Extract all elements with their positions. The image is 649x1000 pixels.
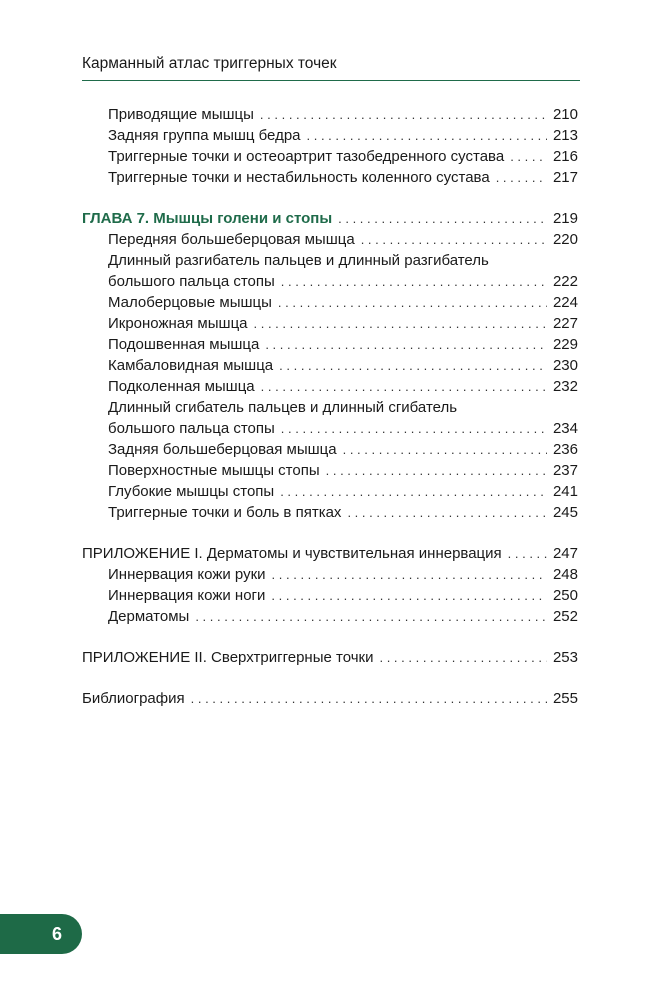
toc-entry-title: Задняя группа мышц бедра xyxy=(108,127,301,144)
toc-entry[interactable] xyxy=(82,229,578,250)
dot-leader xyxy=(271,585,547,606)
toc-entry-title: Подколенная мышца xyxy=(108,378,255,395)
toc-entry-title: Икроножная мышца xyxy=(108,315,248,332)
toc-entry-page: 236 xyxy=(552,441,578,458)
dot-leader xyxy=(326,460,547,481)
toc-entry[interactable] xyxy=(82,167,578,188)
toc-appendix-title: ПРИЛОЖЕНИЕ II. Сверхтриггерные точки xyxy=(82,649,374,666)
dot-leader xyxy=(338,208,547,229)
dot-leader xyxy=(508,543,547,564)
toc-entry[interactable] xyxy=(82,376,578,397)
page-number-tab xyxy=(0,914,82,954)
toc-entry-page: 216 xyxy=(552,148,578,165)
toc-entry[interactable] xyxy=(82,146,578,167)
dot-leader xyxy=(279,355,547,376)
toc-entry[interactable] xyxy=(82,460,578,481)
toc-appendix-title: ПРИЛОЖЕНИЕ I. Дерматомы и чувствительная иннервация xyxy=(82,545,502,562)
toc-entry-title: Задняя большеберцовая мышца xyxy=(108,441,337,458)
toc-entry-title: Малоберцовые мышцы xyxy=(108,294,272,311)
toc-entry[interactable] xyxy=(82,104,578,125)
toc-entry[interactable] xyxy=(82,334,578,355)
toc-entry[interactable] xyxy=(82,125,578,146)
toc-appendix-2[interactable] xyxy=(82,647,578,668)
toc-entry[interactable] xyxy=(82,502,578,523)
toc-entry[interactable] xyxy=(82,564,578,585)
toc-entry-title-cont: большого пальца стопы xyxy=(108,273,275,290)
toc-appendix-page: 253 xyxy=(552,649,578,666)
dot-leader xyxy=(280,481,547,502)
toc-entry-page: 230 xyxy=(552,357,578,374)
toc-entry-title: Дерматомы xyxy=(108,608,190,625)
dot-leader xyxy=(191,688,547,709)
page-number: 6 xyxy=(51,923,62,944)
dot-leader xyxy=(510,146,547,167)
toc-entry-page: 217 xyxy=(552,169,578,186)
toc-entry-page: 229 xyxy=(552,336,578,353)
section-gap xyxy=(82,523,578,543)
toc-entry[interactable] xyxy=(82,355,578,376)
toc-entry-title: Триггерные точки и боль в пятках xyxy=(108,504,342,521)
toc-entry-title: Глубокие мышцы стопы xyxy=(108,483,275,500)
toc-entry-title: Передняя большеберцовая мышца xyxy=(108,231,355,248)
dot-leader xyxy=(307,125,547,146)
toc-entry-page: 227 xyxy=(552,315,578,332)
dot-leader xyxy=(254,313,547,334)
toc-entry-page: 250 xyxy=(552,587,578,604)
toc-entry-line2[interactable] xyxy=(82,418,578,439)
toc-bibliography-title: Библиография xyxy=(82,690,185,707)
toc-entry-title: Длинный разгибатель пальцев и длинный разгибатель xyxy=(108,252,489,269)
dot-leader xyxy=(272,564,547,585)
toc-entry-line1[interactable] xyxy=(82,397,578,418)
dot-leader xyxy=(361,229,547,250)
dot-leader xyxy=(281,418,547,439)
dot-leader xyxy=(278,292,547,313)
section-gap xyxy=(82,188,578,208)
toc-appendix-page: 247 xyxy=(552,545,578,562)
toc-entry-title: Триггерные точки и нестабильность коленного сустава xyxy=(108,169,490,186)
toc-entry-page: 222 xyxy=(552,273,578,290)
table-of-contents xyxy=(82,104,578,709)
toc-entry-title: Иннервация кожи руки xyxy=(108,566,266,583)
running-header: Карманный атлас триггерных точек xyxy=(82,55,337,72)
dot-leader xyxy=(343,439,547,460)
dot-leader xyxy=(496,167,547,188)
toc-entry-title: Камбаловидная мышца xyxy=(108,357,274,374)
toc-entry-page: 237 xyxy=(552,462,578,479)
toc-entry-page: 245 xyxy=(552,504,578,521)
dot-leader xyxy=(281,271,547,292)
toc-entry-title: Иннервация кожи ноги xyxy=(108,587,266,604)
toc-entry-title: Длинный сгибатель пальцев и длинный сгибатель xyxy=(108,399,458,416)
dot-leader xyxy=(347,502,547,523)
toc-chapter-title: ГЛАВА 7. Мышцы голени и стопы xyxy=(82,210,333,227)
toc-chapter-7[interactable] xyxy=(82,208,578,229)
toc-entry-page: 220 xyxy=(552,231,578,248)
toc-entry-title: Подошвенная мышца xyxy=(108,336,260,353)
dot-leader xyxy=(260,104,547,125)
toc-entry[interactable] xyxy=(82,606,578,627)
toc-entry-page: 241 xyxy=(552,483,578,500)
toc-entry-title: Поверхностные мышцы стопы xyxy=(108,462,320,479)
toc-entry-page: 234 xyxy=(552,420,578,437)
toc-appendix-1[interactable] xyxy=(82,543,578,564)
dot-leader xyxy=(265,334,547,355)
toc-entry-title: Триггерные точки и остеоартрит тазобедренного сустава xyxy=(108,148,505,165)
toc-entry-line2[interactable] xyxy=(82,271,578,292)
toc-entry-title-cont: большого пальца стопы xyxy=(108,420,275,437)
toc-chapter-page: 219 xyxy=(552,210,578,227)
toc-entry[interactable] xyxy=(82,585,578,606)
toc-entry-page: 252 xyxy=(552,608,578,625)
toc-entry[interactable] xyxy=(82,313,578,334)
toc-bibliography[interactable] xyxy=(82,688,578,709)
toc-entry-page: 248 xyxy=(552,566,578,583)
toc-entry-page: 210 xyxy=(552,106,578,123)
dot-leader xyxy=(195,606,547,627)
toc-entry-page: 213 xyxy=(552,127,578,144)
header-rule xyxy=(82,80,580,81)
toc-entry[interactable] xyxy=(82,439,578,460)
toc-bibliography-page: 255 xyxy=(552,690,578,707)
section-gap xyxy=(82,668,578,688)
toc-entry-page: 224 xyxy=(552,294,578,311)
toc-entry[interactable] xyxy=(82,481,578,502)
toc-entry-page: 232 xyxy=(552,378,578,395)
section-gap xyxy=(82,627,578,647)
toc-entry-title: Приводящие мышцы xyxy=(108,106,254,123)
dot-leader xyxy=(261,376,547,397)
toc-entry[interactable] xyxy=(82,292,578,313)
toc-entry-line1[interactable] xyxy=(82,250,578,271)
dot-leader xyxy=(379,647,546,668)
